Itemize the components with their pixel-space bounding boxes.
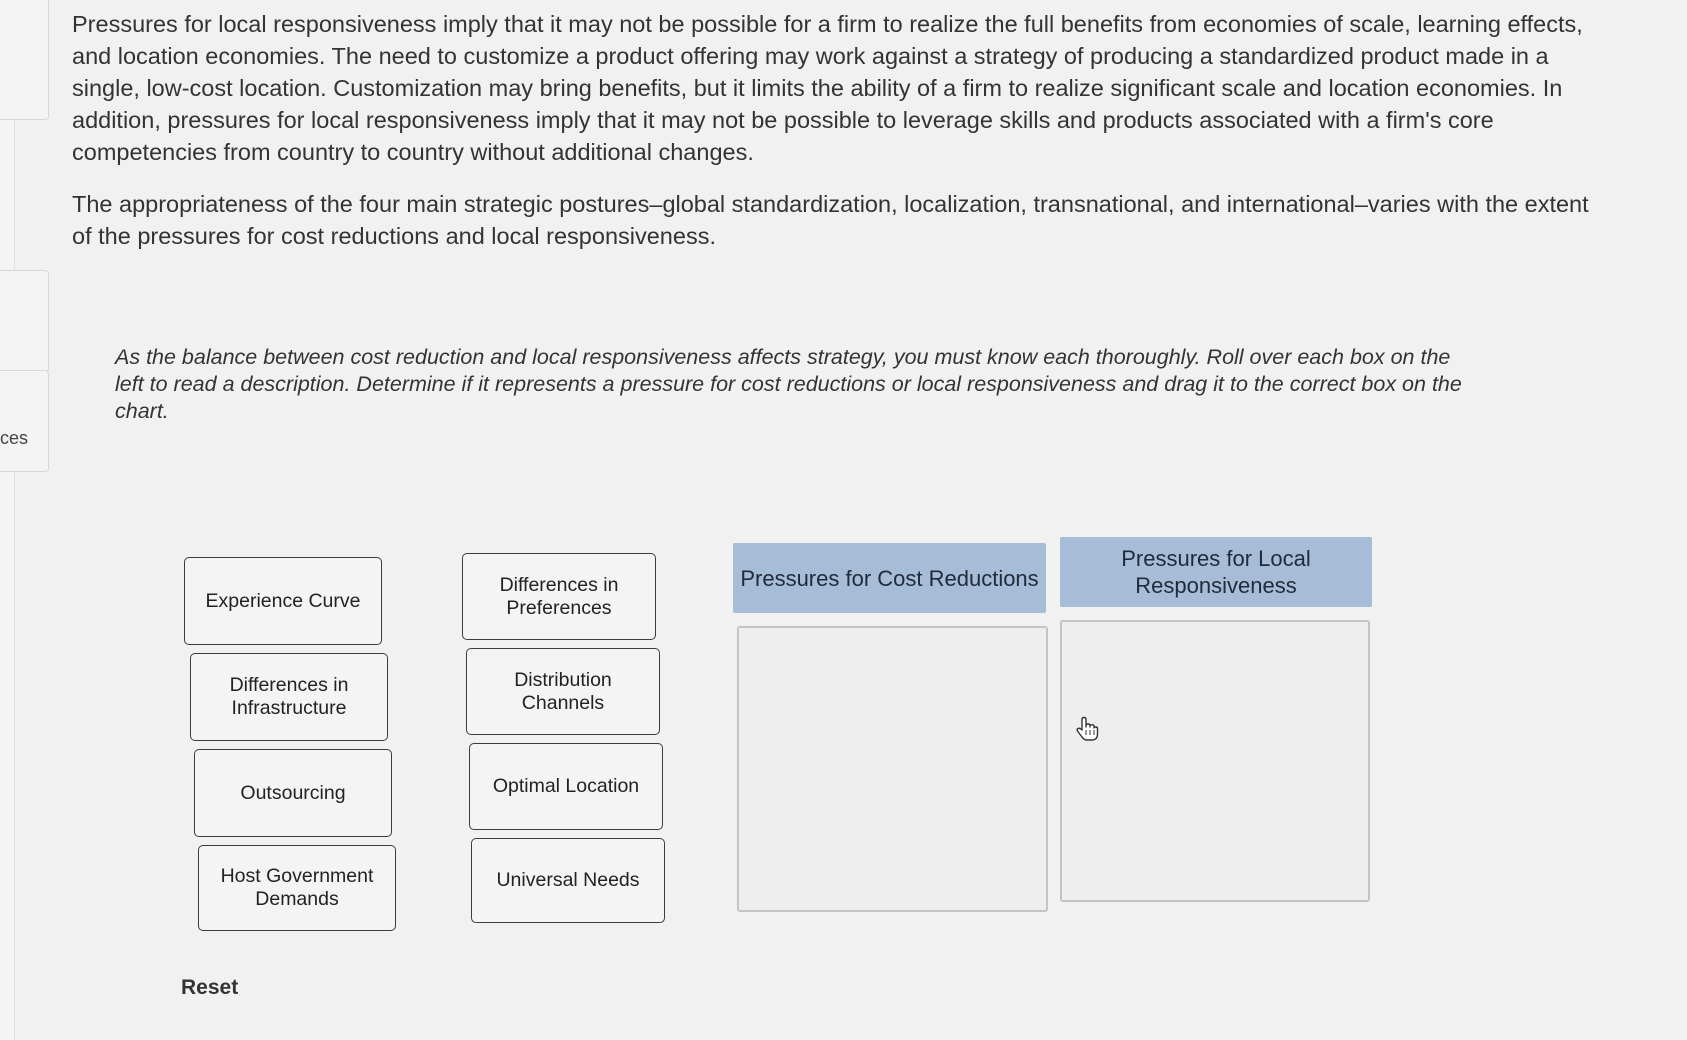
reset-button[interactable]: Reset [181,976,239,999]
header-cost-reductions: Pressures for Cost Reductions [733,543,1046,613]
drag-item-optimal-location[interactable]: Optimal Location [469,743,663,830]
intro-paragraph: Pressures for local responsiveness imply that it may not be possible for a firm to realize the full benefits from economies of scale, learning effects, and location economies. The need to customize a product offering may work against a strategy of producing a standardized product made in a single, low-cost location. Customization may bring benefits, but it limits the ability of a firm to realize significant scale and location economies. In addition, pressures for local responsiveness imply that it may not be possible to leverage skills and products associated with a firm's core competencies from country to country without additional changes. [72,11,1583,165]
drag-item-differences-in-preferences[interactable]: Differences in Preferences [462,553,656,640]
side-tab[interactable] [0,0,49,120]
postures-paragraph: The appropriateness of the four main strategic postures–global standardization, localization, transnational, and international–varies with the extent of the pressures for cost reductions and local responsiveness. [72,191,1589,249]
drop-zone-local-responsiveness[interactable] [1060,620,1370,902]
drag-item-universal-needs[interactable]: Universal Needs [471,838,665,923]
left-panel-edge [0,0,15,1040]
drag-item-host-government-demands[interactable]: Host Government Demands [198,845,396,931]
drag-item-outsourcing[interactable]: Outsourcing [194,749,392,837]
activity-instructions: As the balance between cost reduction and local responsiveness affects strategy, you must know each thoroughly. Roll over each box on the left to read a description. Determine if it represents a pressure for cost reductions or local responsiveness and drag it to the correct box on the chart. [115,345,1462,423]
drag-item-experience-curve[interactable]: Experience Curve [184,557,382,645]
side-tab[interactable] [0,370,49,472]
drag-item-distribution-channels[interactable]: Distribution Channels [466,648,660,735]
hand-cursor-icon [1074,715,1100,743]
drop-zone-cost-reductions[interactable] [737,626,1048,912]
side-tab-label: ces [0,428,29,448]
side-tab[interactable] [0,270,49,372]
drag-item-differences-in-infrastructure[interactable]: Differences in Infrastructure [190,653,388,741]
header-local-responsiveness: Pressures for Local Responsiveness [1060,537,1372,607]
